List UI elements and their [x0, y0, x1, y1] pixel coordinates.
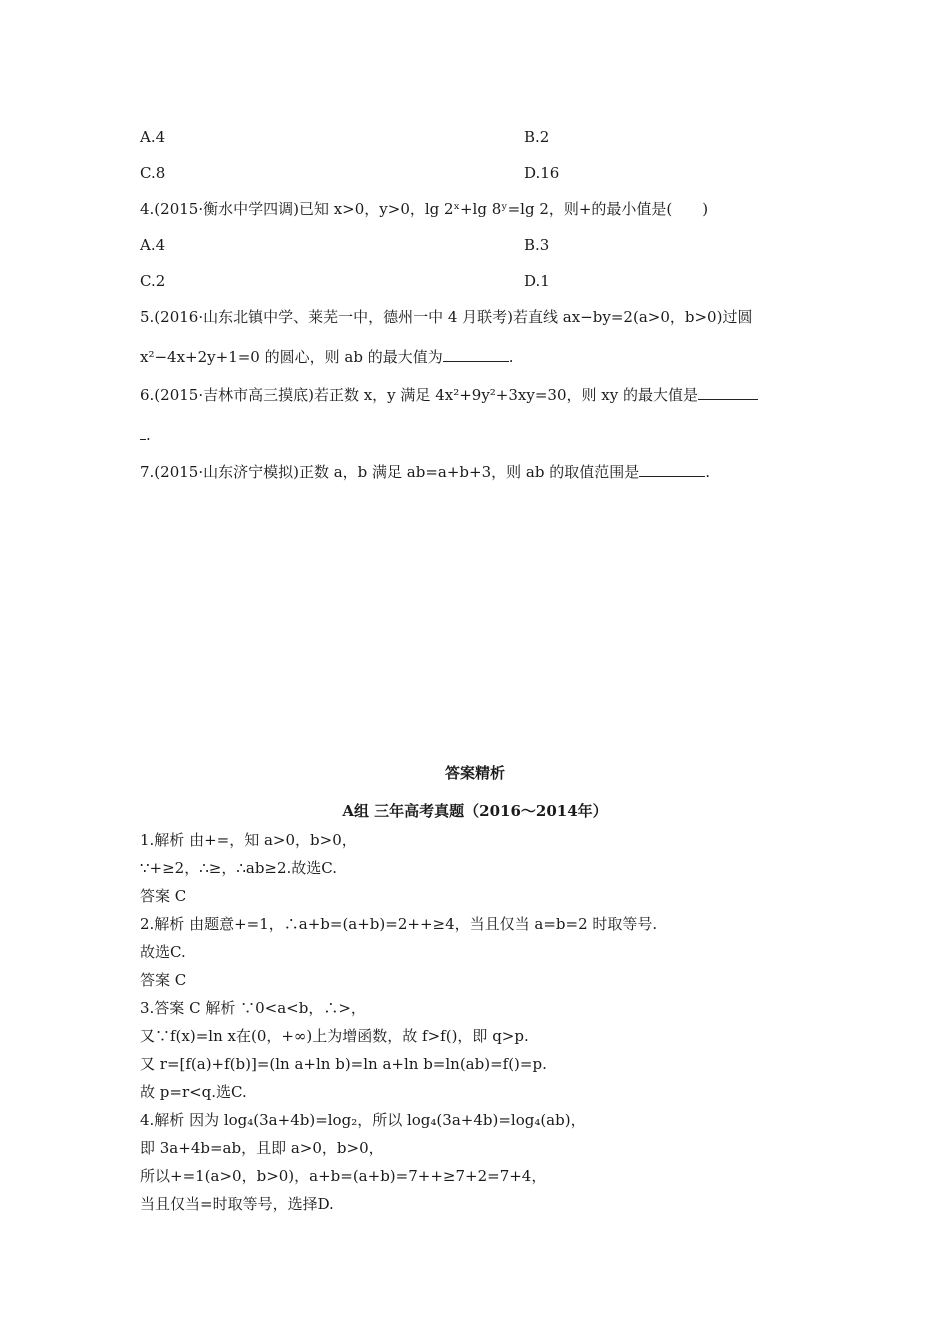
question-5-line2 — [140, 347, 514, 367]
q3-option-d: D.16 — [524, 164, 560, 182]
answer-line: 当且仅当=时取等号，选择D. — [140, 1195, 334, 1213]
question-5-line1: 5.(2016·山东北镇中学、莱芜一中，德州一中 4 月联考)若直线 ax−by=2(a>0，b>0)过圆 — [140, 308, 753, 326]
answer-line: ∵+≥2，∴≥，∴ab≥2.故选C. — [140, 859, 338, 877]
answer-line: 故 p=r<q.选C. — [140, 1083, 247, 1101]
q4-option-c: C.2 — [140, 272, 166, 290]
answer-line: 所以+=1(a>0，b>0)，a+b=(a+b)=7++≥7+2=7+4， — [140, 1167, 547, 1185]
question-5-text: x²−4x+2y+1=0 的圆心，则 ab 的最大值为 — [140, 348, 443, 366]
question-7 — [140, 462, 710, 482]
q4-option-b: B.3 — [524, 236, 550, 254]
question-6-text: 6.(2015·吉林市高三摸底)若正数 x，y 满足 4x²+9y²+3xy=30，则 xy 的最大值是 — [140, 386, 698, 404]
answer-line: 又 r=[f(a)+f(b)]=(ln a+ln b)=ln a+ln b=ln(ab)=f()=p. — [140, 1055, 547, 1073]
question-4: 4.(2015·衡水中学四调)已知 x>0，y>0，lg 2ˣ+lg 8ʸ=lg 2，则+的最小值是( ) — [140, 200, 709, 218]
q3-option-c: C.8 — [140, 164, 166, 182]
q3-option-b: B.2 — [524, 128, 550, 146]
answer-line: 2.解析 由题意+=1，∴a+b=(a+b)=2++≥4，当且仅当 a=b=2 时取等号. — [140, 915, 658, 933]
question-5-end: . — [508, 348, 514, 366]
answer-line: 答案 C — [140, 971, 187, 989]
q4-option-a: A.4 — [140, 236, 166, 254]
question-7-text: 7.(2015·山东济宁模拟)正数 a，b 满足 ab=a+b+3，则 ab 的取值范围是 — [140, 463, 640, 481]
q4-option-d: D.1 — [524, 272, 550, 290]
answer-line: 故选C. — [140, 943, 186, 961]
question-6-end: . — [146, 426, 151, 444]
answer-line: 4.解析 因为 log₄(3a+4b)=log₂，所以 log₄(3a+4b)=log₄(ab)， — [140, 1111, 586, 1129]
answer-blank — [639, 462, 705, 477]
answer-blank — [698, 385, 758, 400]
question-6-line2 — [140, 425, 151, 445]
answers-section-heading: A组 三年高考真题（2016～2014年） — [342, 802, 608, 820]
answer-line: 1.解析 由+=，知 a>0，b>0， — [140, 831, 357, 849]
answers-title: 答案精析 — [444, 764, 505, 782]
answer-line: 又∵f(x)=ln x在(0，+∞)上为增函数，故 f>f()，即 q>p. — [140, 1027, 529, 1045]
question-7-end: . — [705, 463, 711, 481]
q3-option-a: A.4 — [140, 128, 166, 146]
answer-line: 即 3a+4b=ab，且即 a>0，b>0， — [140, 1139, 384, 1157]
answer-blank — [443, 347, 509, 362]
answer-line: 答案 C — [140, 887, 187, 905]
question-6-line1 — [140, 385, 758, 405]
answer-line: 3.答案 C 解析 ∵0<a<b，∴>， — [140, 999, 366, 1017]
